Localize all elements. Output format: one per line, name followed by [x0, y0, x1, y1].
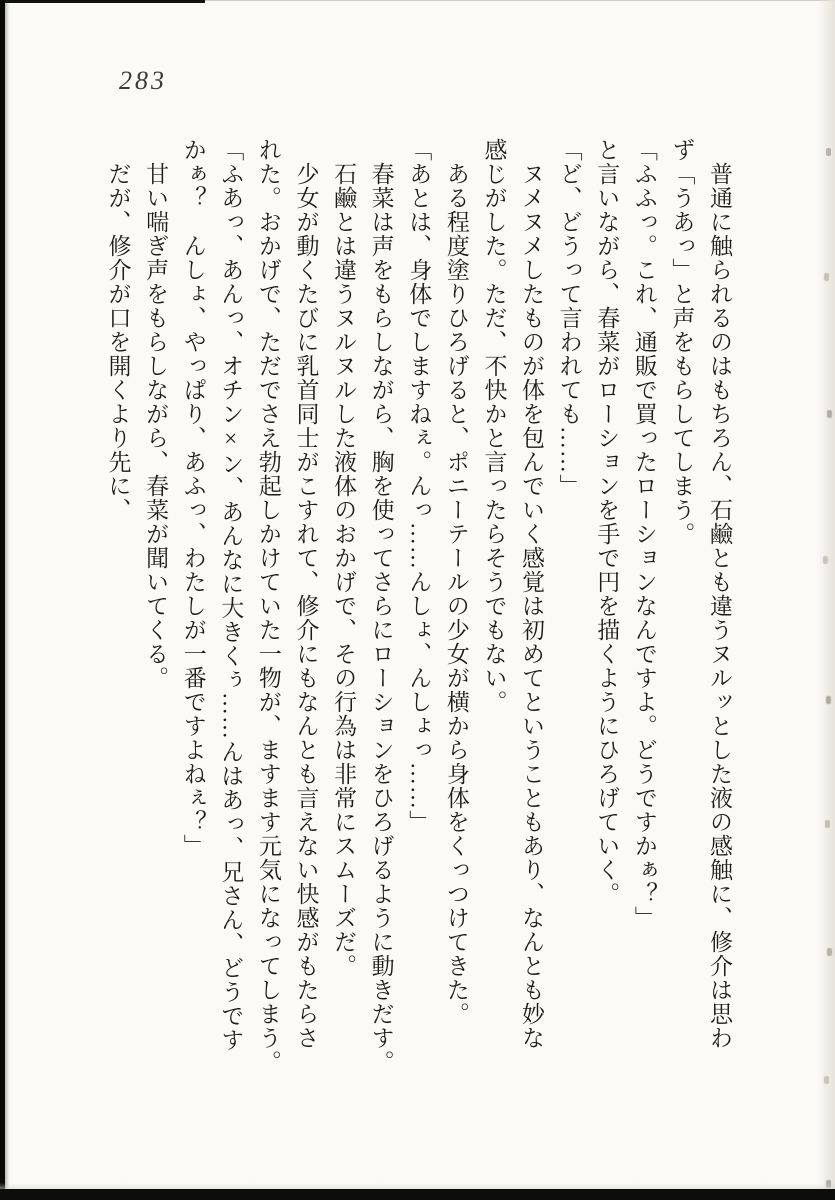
- page-top-edge-dark-segment: [0, 0, 205, 3]
- page-bottom-scan-border: [0, 1189, 835, 1200]
- text-column-6: ヌメヌメしたものが体を包んでいく感覚は初めてということもあり、なんとも妙な: [519, 138, 545, 1050]
- text-column-14: 「ふあっ、あんっ、オチン×ン、あんなに大きくぅ……んはあっ、兄さん、どうです: [218, 138, 244, 1052]
- text-column-15: かぁ？ んしょ、やっぱり、あふっ、わたしが一番ですよねぇ？」: [180, 138, 206, 858]
- text-column-11: 石鹼とは違うヌルヌルした液体のおかげで、その行為は非常にスムーズだ。: [331, 138, 357, 978]
- paper-edge-texture: [826, 148, 831, 156]
- text-column-17: だが、修介が口を開くより先に、: [105, 138, 131, 522]
- text-column-1: 普通に触られるのはもちろん、石鹼とも違うヌルッとした液の感触に、修介は思わ: [707, 138, 732, 1050]
- text-column-12: 少女が動くたびに乳首同士がこすれて、修介にもなんとも言えない快感がもたらさ: [293, 138, 319, 1050]
- vertical-text-block: [99, 138, 738, 1082]
- text-column-4: と言いながら、春菜がローションを手で円を描くようにひろげていく。: [594, 138, 620, 906]
- text-column-9: 「あとは、身体でしますねぇ。んっ……んしょ、んしょっ……」: [406, 138, 432, 834]
- text-column-13: れた。おかげで、ただでさえ勃起しかけていた一物が、ますます元気になってしまう。: [255, 138, 281, 1074]
- paper-torn-edge: [817, 0, 835, 1200]
- text-column-2: ず「うあっ」と声をもらしてしまう。: [669, 138, 695, 546]
- text-column-8: ある程度塗りひろげると、ポニーテールの少女が横から身体をくっつけてきた。: [443, 138, 469, 1026]
- page-left-scan-border: [0, 0, 5, 1200]
- text-column-7: 感じがした。ただ、不快かと言ったらそうでもない。: [481, 138, 507, 714]
- text-column-16: 甘い喘ぎ声をもらしながら、春菜が聞いてくる。: [143, 138, 169, 690]
- text-column-10: 春菜は声をもらしながら、胸を使ってさらにローションをひろげるように動きだす。: [368, 138, 394, 1074]
- page-number: 283: [119, 66, 167, 95]
- text-column-5: 「ど、どうって言われても……」: [556, 138, 582, 498]
- text-column-3: 「ふふっ。これ、通販で買ったローションなんですよ。どうですかぁ？」: [631, 138, 657, 930]
